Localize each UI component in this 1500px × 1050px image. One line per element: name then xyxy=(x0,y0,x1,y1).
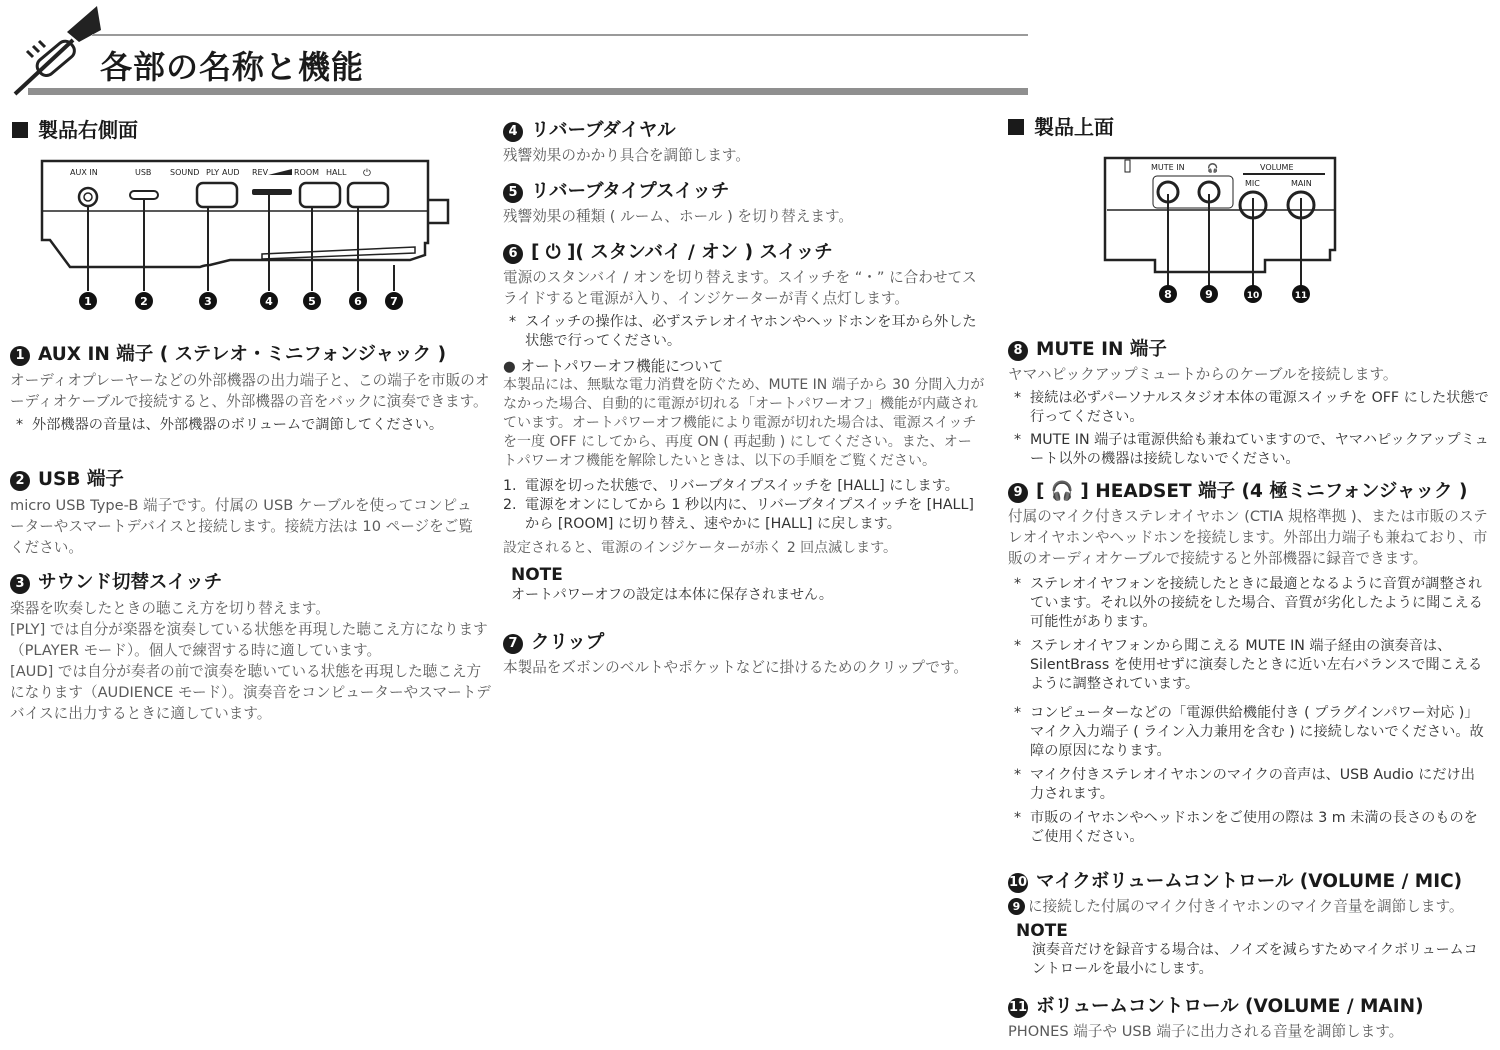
square-bullet-icon xyxy=(1008,119,1024,135)
marker-1: 1 xyxy=(84,295,92,308)
callout-markers xyxy=(79,292,403,310)
step-1: 1. 電源を切った状態で、リバーブタイプスイッチを [HALL] にします。 xyxy=(503,478,959,494)
body: 本製品をズボンのベルトやポケットなどに掛けるためのクリップです。 xyxy=(503,659,968,676)
section-title-top-side: 製品上面 xyxy=(1008,111,1114,140)
label-main: MAIN xyxy=(1291,179,1312,188)
note-5: * 市販のイヤホンやヘッドホンをご使用の際は 3 m 未満の長さのものをご使用ください。 xyxy=(1008,809,1488,847)
header-bottom-bar xyxy=(28,88,1028,95)
item-reverb-dial: 4 リバーブダイヤル 残響効果のかかり具合を調節します。 xyxy=(503,116,985,166)
note: * 外部機器の音量は、外部機器のボリュームで調節してください。 xyxy=(10,416,492,435)
heading: MUTE IN 端子 xyxy=(1036,339,1167,360)
top-side-diagram xyxy=(1095,150,1345,310)
marker-4: 4 xyxy=(265,295,273,308)
label-room: ROOM xyxy=(294,168,320,177)
marker-3: 3 xyxy=(204,295,212,308)
marker-7: 7 xyxy=(390,295,398,308)
label-hall: HALL xyxy=(326,168,347,177)
label-aud: AUD xyxy=(222,168,240,177)
body-3: [AUD] では自分が奏者の前で演奏を聴いている状態を再現した聴こえ方になります（AUDIENCE モード）。演奏音をコンピューターやスマートデバイスに出力するときに適しています。 xyxy=(10,663,491,722)
note-2: * MUTE IN 端子は電源供給も兼ねていますので、ヤマハピックアップミュート以外の機器は接続しないでください。 xyxy=(1008,431,1490,469)
label-sound: SOUND xyxy=(170,168,200,177)
after-text: 設定されると、電源のインジケーターが赤く 2 回点滅します。 xyxy=(503,540,898,556)
label-ply: PLY xyxy=(206,168,220,177)
label-power: ⏻ xyxy=(363,168,371,179)
body: オーディオプレーヤーなどの外部機器の出力端子と、この端子を市販のオーディオケーブルで接続すると、外部機器の音をバックに演奏できます。 xyxy=(10,372,490,410)
marker-11: 11 xyxy=(1294,291,1308,301)
body: micro USB Type-B 端子です。付属の USB ケーブルを使ってコンピューターやスマートデバイスと接続します。接続方法は 10 ページをご覧ください。 xyxy=(10,497,473,556)
body: PHONES 端子や USB 端子に出力される音量を調節します。 xyxy=(1008,1023,1404,1040)
item-mic-volume: 10 マイクボリュームコントロール (VOLUME / MIC) 9 に接続した付属のマイク付きイヤホンのマイク音量を調節します。 NOTE 演奏音だけを録音する場合は、ノイズを減らすためマイクボリュームコントロールを最小にします。 xyxy=(1008,867,1490,979)
ref-marker-9: 9 xyxy=(1008,898,1025,915)
body: 残響効果のかかり具合を調節します。 xyxy=(503,147,750,164)
body-1: 楽器を吹奏したときの聴こえ方を切り替えます。 xyxy=(10,600,330,617)
note-2: * ステレオイヤフォンから聞こえる MUTE IN 端子経由の演奏音は、SilentBrass を使用せずに演奏したときに近い左右バランスで聞こえるように調整されています。 xyxy=(1008,637,1488,694)
label-usb: USB xyxy=(135,168,152,177)
auto-power-off-heading: ● オートパワーオフ機能について xyxy=(503,358,724,375)
item-aux-in: 1 AUX IN 端子 ( ステレオ・ミニフォンジャック ) オーディオプレーヤーなどの外部機器の出力端子と、この端子を市販のオーディオケーブルで接続すると、外部機器の音をバックに演奏できます。 * 外部機器の音量は、外部機器のボリュームで調節してください。 xyxy=(10,340,492,435)
right-side-diagram xyxy=(30,155,460,315)
note-4: * マイク付きステレオイヤホンのマイクの音声は、USB Audio にだけ出力されます。 xyxy=(1008,766,1488,804)
label-mute-in: MUTE IN xyxy=(1151,163,1185,172)
item-mute-in: 8 MUTE IN 端子 ヤマハピックアップミュートからのケーブルを接続します。 * 接続は必ずパーソナルスタジオ本体の電源スイッチを OFF にした状態で行ってください。 * MUTE IN 端子は電源供給も兼ねていますので、ヤマハピックアップミュート以外の機器は接続しないでください。 xyxy=(1008,335,1490,469)
item-main-volume: 11 ボリュームコントロール (VOLUME / MAIN) PHONES 端子や USB 端子に出力される音量を調節します。 xyxy=(1008,992,1490,1042)
item-usb: 2 USB 端子 micro USB Type-B 端子です。付属の USB ケーブルを使ってコンピューターやスマートデバイスと接続します。接続方法は 10 ページをご覧ください。 xyxy=(10,465,480,558)
marker-8: 8 xyxy=(1164,288,1172,301)
marker-5: 5 xyxy=(308,295,316,308)
marker-9: 9 xyxy=(1205,288,1213,301)
label-headset: 🎧 xyxy=(1207,164,1219,174)
marker-10: 10 xyxy=(1246,291,1260,301)
note-label: NOTE xyxy=(1016,921,1068,941)
item-reverb-type: 5 リバーブタイプスイッチ 残響効果の種類 ( ルーム、ホール ) を切り替えます。 xyxy=(503,177,985,227)
note: * スイッチの操作は、必ずステレオイヤホンやヘッドホンを耳から外した状態で行ってください。 xyxy=(503,313,985,351)
step-2: 2. 電源をオンにしてから 1 秒以内に、リバーブタイプスイッチを [HALL] から [ROOM] に切り替え、速やかに [HALL] に戻します。 xyxy=(503,497,974,532)
item-sound-switch: 3 サウンド切替スイッチ 楽器を吹奏したときの聴こえ方を切り替えます。 [PLY] では自分が楽器を演奏している状態を再現した聴こえ方になります（PLAYER モード）。個人で練習する時に適しています。 [AUD] では自分が奏者の前で演奏を聴いている状態を再現した聴こえ方になります（AUDIENCE モード）。演奏音をコンピューターやスマートデバイスに出力するときに適しています。 xyxy=(10,572,491,722)
note-text: オートパワーオフの設定は本体に保存されません。 xyxy=(511,587,833,603)
heading: クリップ xyxy=(531,632,605,653)
heading: [ 🎧 ] HEADSET 端子 (4 極ミニフォンジャック ) xyxy=(1036,481,1468,502)
item-power-switch: 6 [ ⏻ ]( スタンバイ / オン ) スイッチ 電源のスタンバイ / オンを切り替えます。スイッチを “・” に合わせてスライドすると電源が入り、インジケーターが青く点灯します。 * スイッチの操作は、必ずステレオイヤホンやヘッドホンを耳から外した状態で行ってください。 ● オートパワーオフ機能について 本製品には、無駄な電力消費を防ぐため、MUTE IN 端子から 30 分間入力がなかった場合、自動的に電源が切れる「オートパワーオフ」機能が内蔵されています。オートパワーオフ機能により電源が切れた場合は、電源スイッチを一度 OFF にしてから、再度 ON ( 再起動 ) にしてください。また、オートパワーオフ機能を解除したいときは、以下の手順をご覧ください。 1. 電源を切った状態で、リバーブタイプスイッチを [HALL] にします。 2. 電源をオンにしてから 1 秒以内に、リバーブタイプスイッチを [HALL] から [ROOM] に切り替え、速やかに [HALL] に戻します。 設定されると、電源のインジケーターが赤く 2 回点滅します。 NOTE オートパワーオフの設定は本体に保存されません。 xyxy=(503,238,985,606)
note-text: 演奏音だけを録音する場合は、ノイズを減らすためマイクボリュームコントロールを最小にします。 xyxy=(1032,942,1478,977)
square-bullet-icon xyxy=(12,122,28,138)
heading: ボリュームコントロール (VOLUME / MAIN) xyxy=(1036,996,1424,1017)
body: 残響効果の種類 ( ルーム、ホール ) を切り替えます。 xyxy=(503,208,853,225)
header-top-rule xyxy=(92,34,1028,36)
note-label: NOTE xyxy=(511,565,563,585)
body-2: [PLY] では自分が楽器を演奏している状態を再現した聴こえ方になります（PLAYER モード）。個人で練習する時に適しています。 xyxy=(10,621,488,659)
item-clip: 7 クリップ 本製品をズボンのベルトやポケットなどに掛けるためのクリップです。 xyxy=(503,628,985,678)
trumpet-logo-icon xyxy=(5,2,105,100)
marker-6: 6 xyxy=(354,295,362,308)
auto-power-off-body: 本製品には、無駄な電力消費を防ぐため、MUTE IN 端子から 30 分間入力がなかった場合、自動的に電源が切れる「オートパワーオフ」機能が内蔵されています。オートパワーオフ機能により電源が切れた場合は、電源スイッチを一度 OFF にしてから、再度 ON ( 再起動 ) にしてください。また、オートパワーオフ機能を解除したいときは、以下の手順をご覧ください。 xyxy=(503,377,985,469)
label-mic: MIC xyxy=(1245,179,1260,188)
heading: マイクボリュームコントロール (VOLUME / MIC) xyxy=(1036,871,1463,892)
body: に接続した付属のマイク付きイヤホンのマイク音量を調節します。 xyxy=(1028,898,1464,915)
section-title-right-side: 製品右側面 xyxy=(12,114,138,143)
note-1: * 接続は必ずパーソナルスタジオ本体の電源スイッチを OFF にした状態で行ってください。 xyxy=(1008,389,1490,427)
note-1: * ステレオイヤフォンを接続したときに最適となるように音質が調整されています。それ以外の接続をした場合、音質が劣化したように聞こえる可能性があります。 xyxy=(1008,575,1488,632)
page-title: 各部の名称と機能 xyxy=(100,48,365,86)
note-3: * コンピューターなどの「電源供給機能付き ( プラグインパワー対応 )」マイク入力端子 ( ライン入力兼用を含む ) に接続しないでください。故障の原因になります。 xyxy=(1008,704,1488,761)
label-aux-in: AUX IN xyxy=(70,168,98,177)
heading: [ ⏻ ]( スタンバイ / オン ) スイッチ xyxy=(531,242,833,263)
heading: リバーブダイヤル xyxy=(531,120,676,141)
body: 付属のマイク付きステレオイヤホン (CTIA 規格準拠 )、または市販のステレオイヤホンやヘッドホンを接続します。外部出力端子も兼ねており、市販のオーディオケーブルで接続すると外部機器に録音できます。 xyxy=(1008,508,1488,567)
body: ヤマハピックアップミュートからのケーブルを接続します。 xyxy=(1008,366,1398,383)
label-rev: REV xyxy=(252,168,269,177)
label-volume: VOLUME xyxy=(1260,163,1294,172)
heading: USB 端子 xyxy=(38,469,124,490)
heading: リバーブタイプスイッチ xyxy=(531,181,730,202)
bullet-icon: ● xyxy=(503,358,521,375)
marker-2: 2 xyxy=(140,295,148,308)
heading: AUX IN 端子 ( ステレオ・ミニフォンジャック ) xyxy=(38,344,447,365)
heading: サウンド切替スイッチ xyxy=(38,572,223,593)
item-headset: 9 [ 🎧 ] HEADSET 端子 (4 極ミニフォンジャック ) 付属のマイク付きステレオイヤホン (CTIA 規格準拠 )、または市販のステレオイヤホンやヘッドホンを接続します。外部出力端子も兼ねており、市販のオーディオケーブルで接続すると外部機器に録音できます。 * ステレオイヤフォンを接続したときに最適となるように音質が調整されています。それ以外の接続をした場合、音質が劣化したように聞こえる可能性があります。 * ステレオイヤフォンから聞こえる MUTE IN 端子経由の演奏音は、SilentBrass を使用せずに演奏したときに近い左右バランスで聞こえるように調整されています。 * コンピューターなどの「電源供給機能付き ( プラグインパワー対応 )」マイク入力端子 ( ライン入力兼用を含む ) に接続しないでください。故障の原因になります。 * マイク付きステレオイヤホンのマイクの音声は、USB Audio にだけ出力されます。 * 市販のイヤホンやヘッドホンをご使用の際は 3 m 未満の長さのものをご使用ください。 xyxy=(1008,477,1488,847)
body: 電源のスタンバイ / オンを切り替えます。スイッチを “・” に合わせてスライドすると電源が入り、インジケーターが青く点灯します。 xyxy=(503,269,977,307)
